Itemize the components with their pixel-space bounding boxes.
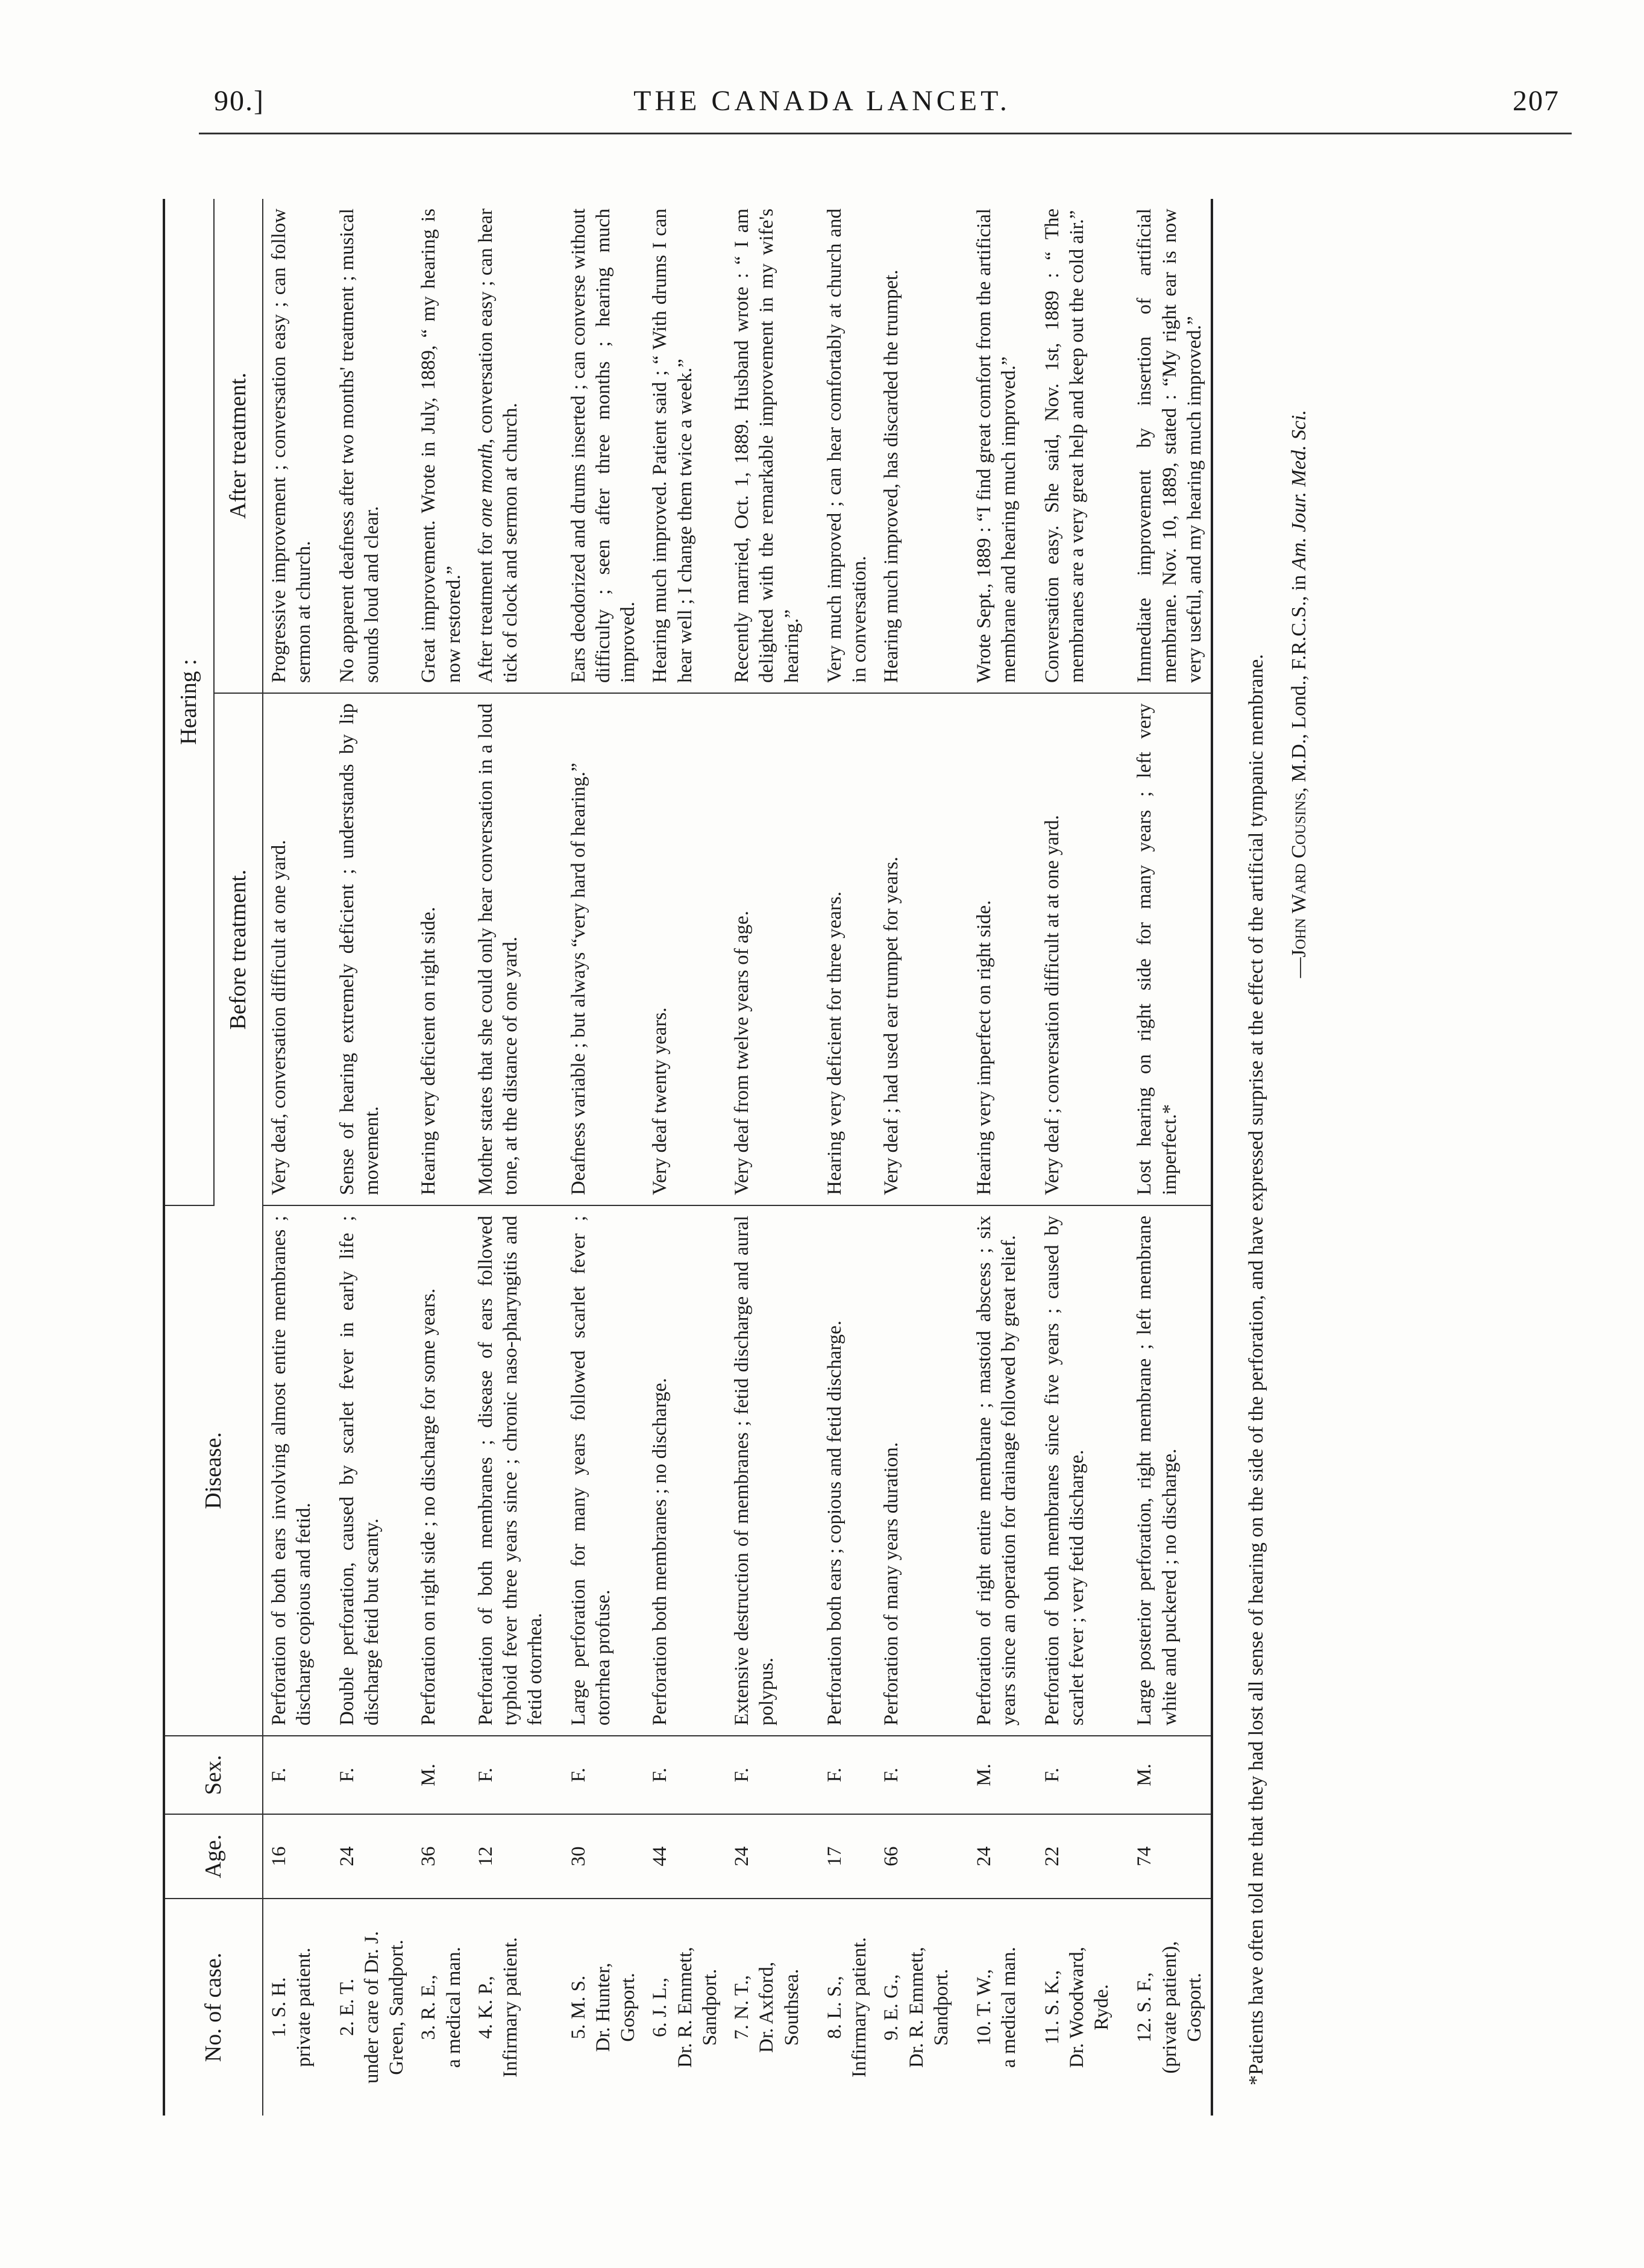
cell-disease: Perforation both membranes ; no discharge. bbox=[644, 1205, 726, 1736]
signature-dash: — bbox=[1288, 957, 1311, 978]
cell-after-part: After treatment for bbox=[474, 527, 497, 683]
col-header-before: Before treatment. bbox=[214, 693, 263, 1205]
cell-before: Very deaf ; conversation difficult at at one yard. bbox=[1026, 693, 1118, 1205]
cell-age: 16 bbox=[263, 1814, 321, 1899]
case-line: a medical man. bbox=[442, 1947, 465, 2068]
case-line: a medical man. bbox=[998, 1947, 1020, 2068]
case-line: 5. M. S. bbox=[567, 1975, 589, 2040]
signature-credentials: , M.D., Lond., F.R.C.S., in bbox=[1288, 570, 1311, 793]
case-line: Infirmary patient. bbox=[500, 1937, 521, 2078]
cell-before: Hearing very deficient on right side. bbox=[413, 693, 470, 1205]
table-header bbox=[164, 199, 263, 2116]
cell-disease: Double perforation, caused by scarlet fever in early life ; discharge fetid but scanty. bbox=[321, 1205, 413, 1736]
case-line: Dr. R. Emmett, bbox=[905, 1947, 927, 2068]
cell-disease: Extensive destruction of membranes ; fetid discharge and aural polypus. bbox=[726, 1205, 808, 1736]
cell-sex: F. bbox=[726, 1736, 808, 1814]
signature-author: John Ward Cousins bbox=[1288, 792, 1311, 958]
cell-after: Very much improved ; can hear comfortably at church and in conversation. bbox=[808, 199, 876, 693]
cell-sex: F. bbox=[1026, 1736, 1118, 1814]
table-row bbox=[1026, 199, 1118, 2116]
cell-age: 30 bbox=[552, 1814, 645, 1899]
cell-before: Sense of hearing extremely deficient ; understands by lip movement. bbox=[321, 693, 413, 1205]
table-row bbox=[1118, 199, 1212, 2116]
cell-after: Hearing much improved, has discarded the trumpet. bbox=[876, 199, 958, 693]
cell-before: Very deaf from twelve years of age. bbox=[726, 693, 808, 1205]
cell-before: Very deaf ; had used ear trumpet for years. bbox=[876, 693, 958, 1205]
cell-sex: M. bbox=[413, 1736, 470, 1814]
cell-case bbox=[552, 1899, 645, 2116]
page-reference: 90.] bbox=[214, 85, 265, 117]
cell-case bbox=[726, 1899, 808, 2116]
cell-sex: F. bbox=[876, 1736, 958, 1814]
table-row bbox=[413, 199, 470, 2116]
cell-disease: Perforation of right entire membrane ; mastoid abscess ; six years since an operation for drainage followed by great relief. bbox=[958, 1205, 1026, 1736]
cell-sex: F. bbox=[808, 1736, 876, 1814]
header-rule bbox=[199, 133, 1572, 134]
cell-disease: Perforation both ears ; copious and fetid discharge. bbox=[808, 1205, 876, 1736]
cell-case bbox=[876, 1899, 958, 2116]
cell-after: Hearing much improved. Patient said ; “ With drums I can hear well ; I change them twice a week.” bbox=[644, 199, 726, 693]
cell-case bbox=[808, 1899, 876, 2116]
cell-case bbox=[644, 1899, 726, 2116]
col-header-age: Age. bbox=[164, 1814, 263, 1899]
case-line: Infirmary patient. bbox=[849, 1937, 870, 2078]
cell-case bbox=[1026, 1899, 1118, 2116]
cell-sex: F. bbox=[321, 1736, 413, 1814]
case-line: Sandport. bbox=[930, 1968, 952, 2046]
col-header-case: No. of case. bbox=[164, 1899, 263, 2116]
cell-after-part: , conversation easy ; can hear tick of clock and sermon at church. bbox=[474, 208, 521, 683]
case-line: 8. L. S., bbox=[823, 1976, 846, 2039]
cell-age: 24 bbox=[726, 1814, 808, 1899]
cell-age: 36 bbox=[413, 1814, 470, 1899]
signature bbox=[1288, 410, 1311, 2134]
rotated-table-block bbox=[163, 181, 1513, 2134]
case-line: Dr. R. Emmett, bbox=[674, 1947, 696, 2068]
cell-case bbox=[1118, 1899, 1212, 2116]
cell-sex: M. bbox=[1118, 1736, 1212, 1814]
case-line: Dr. Woodward, bbox=[1065, 1946, 1088, 2069]
cell-before: Deafness variable ; but always “very hard of hearing.” bbox=[552, 693, 645, 1205]
cell-after: Conversation easy. She said, Nov. 1st, 1889 : “ The membranes are a very great help and keep out the cold air.” bbox=[1026, 199, 1118, 693]
col-header-hearing: Hearing : bbox=[164, 199, 214, 1205]
case-line: 4. K. P., bbox=[474, 1976, 497, 2039]
cell-disease: Perforation of both ears involving almost entire membranes ; discharge copious and fetid. bbox=[263, 1205, 321, 1736]
case-line: Sandport. bbox=[698, 1968, 721, 2046]
cell-disease: Perforation of both membranes since five years ; caused by scarlet fever ; very fetid discharge. bbox=[1026, 1205, 1118, 1736]
cell-age: 12 bbox=[470, 1814, 552, 1899]
cell-before: Mother states that she could only hear conversation in a loud tone, at the distance of one yard. bbox=[470, 693, 552, 1205]
cell-before: Hearing very imperfect on right side. bbox=[958, 693, 1026, 1205]
table-row bbox=[958, 199, 1026, 2116]
page-number: 207 bbox=[1513, 85, 1560, 117]
case-line: under care of Dr. J. Green, Sandport. bbox=[360, 1931, 407, 2084]
case-line: 9. E. G., bbox=[880, 1974, 903, 2041]
cell-age: 66 bbox=[876, 1814, 958, 1899]
cell-case bbox=[413, 1899, 470, 2116]
case-line: Dr. Hunter, bbox=[592, 1962, 614, 2052]
cell-before: Hearing very deficient for three years. bbox=[808, 693, 876, 1205]
case-line: Gosport. bbox=[617, 1973, 639, 2042]
case-line: private patient. bbox=[293, 1947, 315, 2067]
case-line: Ryde. bbox=[1091, 1984, 1112, 2031]
cell-sex: F. bbox=[644, 1736, 726, 1814]
cell-age: 24 bbox=[958, 1814, 1026, 1899]
footnote: *Patients have often told me that they had lost all sense of hearing on the side of the perforation, and have expressed surprise at the effect of the artificial tympanic membrane. bbox=[1245, 654, 1267, 2085]
journal-title: THE CANADA LANCET. bbox=[633, 85, 1011, 117]
case-line: 6. J. L., bbox=[649, 1977, 671, 2037]
cell-case bbox=[470, 1899, 552, 2116]
table-body bbox=[263, 199, 1212, 2116]
table-row bbox=[808, 199, 876, 2116]
cell-after: Wrote Sept., 1889 : “I find great comfort from the artificial membrane and hearing much improved.” bbox=[958, 199, 1026, 693]
cell-sex: F. bbox=[263, 1736, 321, 1814]
cell-case bbox=[263, 1899, 321, 2116]
case-line: 3. R. E., bbox=[418, 1974, 440, 2040]
cell-after bbox=[470, 199, 552, 693]
cell-disease: Perforation of many years duration. bbox=[876, 1205, 958, 1736]
cell-age: 74 bbox=[1118, 1814, 1212, 1899]
signature-journal: Am. Jour. Med. Sci. bbox=[1288, 410, 1311, 570]
cell-sex: F. bbox=[552, 1736, 645, 1814]
table-row bbox=[876, 199, 958, 2116]
case-line: 12. S. F., bbox=[1134, 1972, 1156, 2043]
cell-after: Recently married, Oct. 1, 1889. Husband wrote : “ I am delighted with the remarkable improvement in my wife's hearing.” bbox=[726, 199, 808, 693]
case-table bbox=[163, 199, 1213, 2116]
cell-after: Immediate improvement by insertion of artificial membrane. Nov. 10, 1889, stated : “My right ear is now very useful, and my hearing much improved.” bbox=[1118, 199, 1212, 693]
cell-before: Lost hearing on right side for many years ; left very imperfect.* bbox=[1118, 693, 1212, 1205]
cell-after-part: one month bbox=[474, 443, 497, 527]
cell-after: Progressive improvement ; conversation easy ; can follow sermon at church. bbox=[263, 199, 321, 693]
cell-before: Very deaf twenty years. bbox=[644, 693, 726, 1205]
case-line: Gosport. bbox=[1183, 1973, 1205, 2042]
cell-age: 24 bbox=[321, 1814, 413, 1899]
case-line: 1. S. H. bbox=[268, 1977, 290, 2038]
col-header-sex: Sex. bbox=[164, 1736, 263, 1814]
case-line: 7. N. T., bbox=[731, 1975, 753, 2040]
cell-case bbox=[321, 1899, 413, 2116]
case-line: 11. S. K., bbox=[1041, 1970, 1063, 2045]
cell-after: No apparent deafness after two months' treatment ; musical sounds loud and clear. bbox=[321, 199, 413, 693]
cell-disease: Large posterior perforation, right membrane ; left membrane white and puckered ; no discharge. bbox=[1118, 1205, 1212, 1736]
cell-disease: Perforation of both membranes ; disease of ears followed typhoid fever three years since ; chronic naso-pharyngitis and fetid otorrhea. bbox=[470, 1205, 552, 1736]
cell-sex: F. bbox=[470, 1736, 552, 1814]
cell-sex: M. bbox=[958, 1736, 1026, 1814]
table-row bbox=[263, 199, 321, 2116]
table-row bbox=[644, 199, 726, 2116]
table-row bbox=[321, 199, 413, 2116]
cell-case bbox=[958, 1899, 1026, 2116]
case-line: (private patient), bbox=[1158, 1941, 1181, 2074]
cell-after: Great improvement. Wrote in July, 1889, “ my hearing is now restored.” bbox=[413, 199, 470, 693]
cell-age: 22 bbox=[1026, 1814, 1118, 1899]
table-row bbox=[726, 199, 808, 2116]
cell-disease: Large perforation for many years followed scarlet fever ; otorrhea profuse. bbox=[552, 1205, 645, 1736]
cell-age: 17 bbox=[808, 1814, 876, 1899]
cell-age: 44 bbox=[644, 1814, 726, 1899]
case-line: 10. T. W., bbox=[973, 1968, 995, 2046]
case-line: 2. E. T. bbox=[336, 1978, 358, 2037]
case-line: Southsea. bbox=[780, 1968, 803, 2046]
col-header-after: After treatment. bbox=[214, 199, 263, 693]
cell-before: Very deaf, conversation difficult at one yard. bbox=[263, 693, 321, 1205]
cell-after: Ears deodorized and drums inserted ; can converse without difficulty ; seen after three months ; hearing much improved. bbox=[552, 199, 645, 693]
table-row bbox=[470, 199, 552, 2116]
col-header-disease: Disease. bbox=[164, 1205, 263, 1736]
table-row bbox=[552, 199, 645, 2116]
cell-disease: Perforation on right side ; no discharge for some years. bbox=[413, 1205, 470, 1736]
case-line: Dr. Axford, bbox=[756, 1961, 778, 2053]
